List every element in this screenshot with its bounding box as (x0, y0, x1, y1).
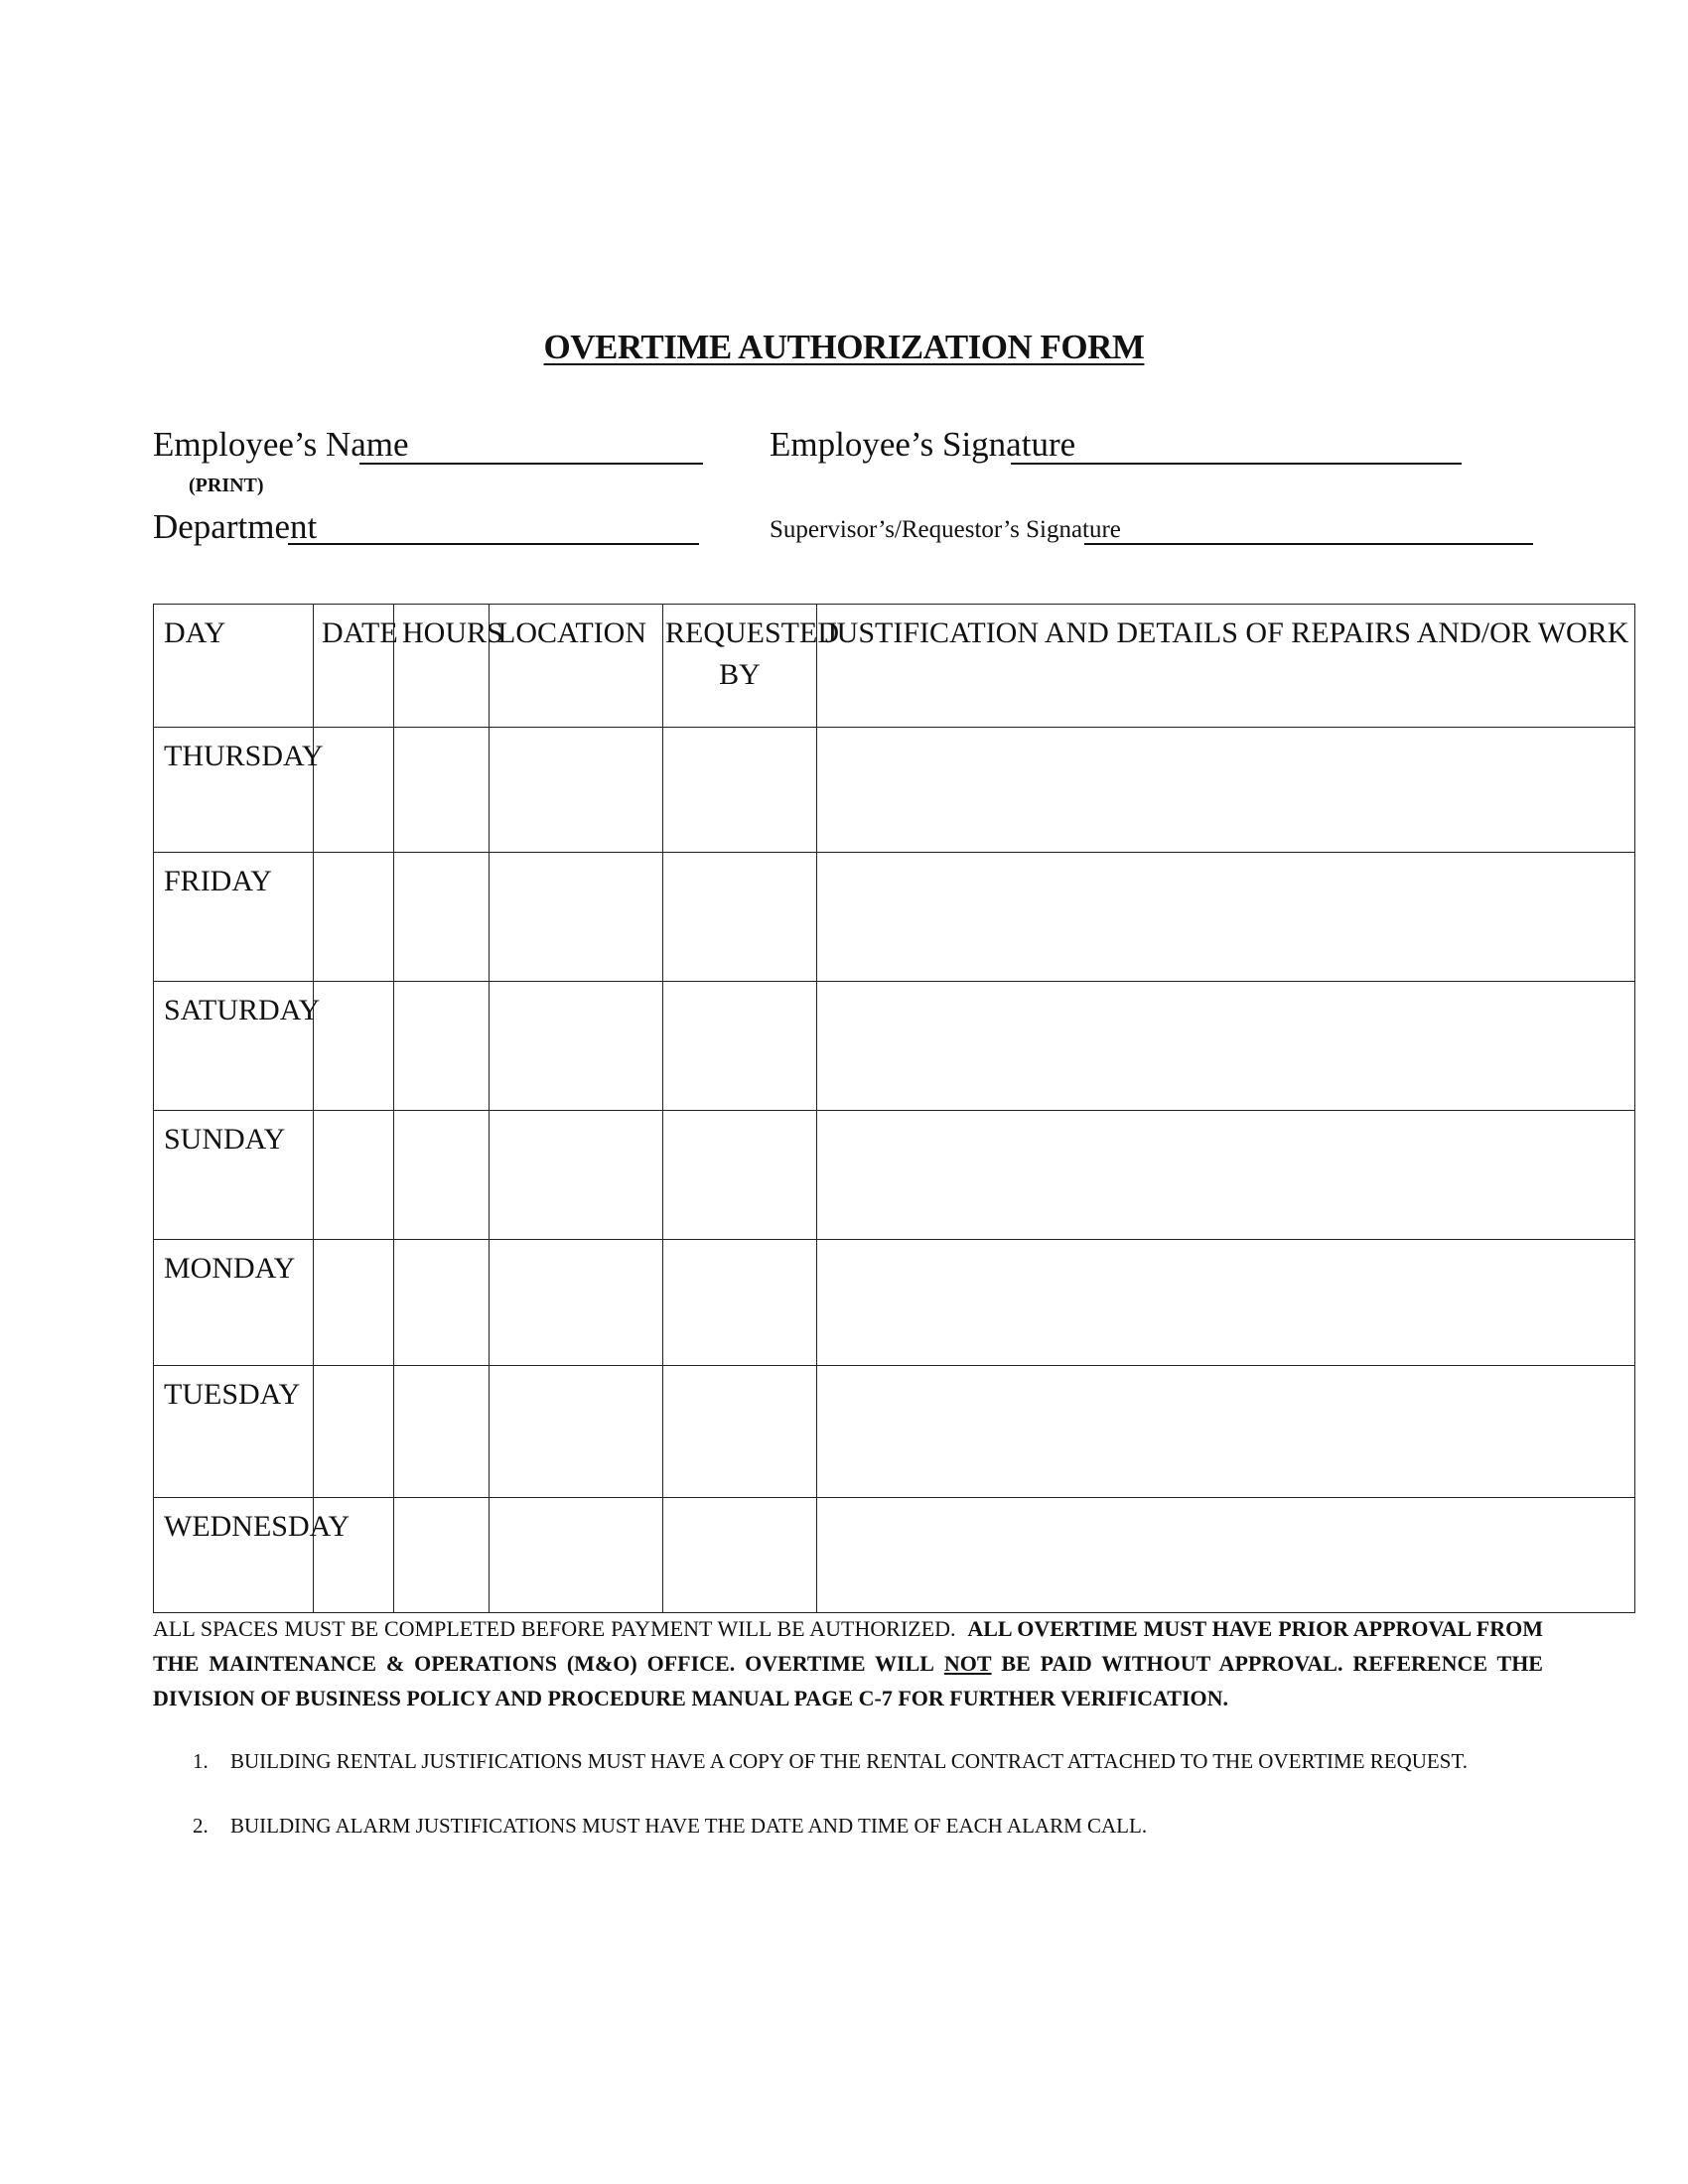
employee-name-field[interactable] (359, 463, 703, 465)
location-cell[interactable] (490, 1240, 663, 1366)
date-cell[interactable] (314, 1366, 394, 1498)
table-row (154, 853, 1635, 982)
date-cell[interactable] (314, 728, 394, 853)
hours-cell[interactable] (394, 1111, 490, 1240)
justification-cell[interactable] (817, 1498, 1635, 1613)
justification-cell[interactable] (817, 982, 1635, 1111)
date-cell[interactable] (314, 1240, 394, 1366)
hours-cell[interactable] (394, 853, 490, 982)
day-label: FRIDAY (164, 865, 272, 897)
hours-cell[interactable] (394, 728, 490, 853)
day-cell (154, 1111, 314, 1240)
overtime-table (153, 604, 1635, 1613)
supervisor-signature-label: Supervisor’s/Requestor’s Signature (770, 516, 1121, 543)
requested-by-cell[interactable] (663, 1240, 817, 1366)
day-label: SUNDAY (164, 1123, 286, 1156)
requested-by-cell[interactable] (663, 728, 817, 853)
justification-cell[interactable] (817, 728, 1635, 853)
department-field[interactable] (288, 543, 699, 545)
header-date: DATE (314, 605, 394, 728)
table-row (154, 1498, 1635, 1613)
location-cell[interactable] (490, 982, 663, 1111)
note-text-2: BUILDING ALARM JUSTIFICATIONS MUST HAVE THE DATE AND TIME OF EACH ALARM CALL. (230, 1814, 1148, 1838)
day-cell (154, 1366, 314, 1498)
location-cell[interactable] (490, 1366, 663, 1498)
table-row (154, 982, 1635, 1111)
day-label: TUESDAY (164, 1378, 301, 1411)
day-label: MONDAY (164, 1252, 296, 1285)
table-row (154, 1366, 1635, 1498)
requested-by-cell[interactable] (663, 1111, 817, 1240)
requested-by-cell[interactable] (663, 1366, 817, 1498)
table-row (154, 1240, 1635, 1366)
day-cell (154, 728, 324, 853)
requested-by-cell[interactable] (663, 1498, 817, 1613)
header-requested-by-line2: BY (719, 658, 761, 691)
day-label: SATURDAY (164, 994, 321, 1026)
day-label: THURSDAY (164, 740, 324, 772)
form-title: OVERTIME AUTHORIZATION FORM (543, 328, 1145, 366)
note-text-1: BUILDING RENTAL JUSTIFICATIONS MUST HAVE A COPY OF THE RENTAL CONTRACT ATTACHED TO THE OVERTIME REQUEST. (230, 1749, 1468, 1773)
table-header-row (154, 605, 1635, 728)
justification-cell[interactable] (817, 1240, 1635, 1366)
header-requested-by-line1: REQUESTED (665, 616, 839, 649)
location-cell[interactable] (490, 1111, 663, 1240)
date-cell[interactable] (314, 1111, 394, 1240)
notice-part4: BE PAID WITHOUT APPROVAL. REFERENCE THE DIVISION OF BUSINESS POLICY AND PROCEDURE MANUAL PAGE C-7 FOR FURTHER VERIFICATION. (153, 1651, 1543, 1710)
table-row (154, 1111, 1635, 1240)
note-number-1: 1. (193, 1749, 209, 1773)
employee-name-label: Employee’s Name (153, 425, 409, 464)
requested-by-cell[interactable] (663, 853, 817, 982)
justification-cell[interactable] (817, 1366, 1635, 1498)
header-hours: HOURS (394, 605, 490, 728)
employee-signature-label: Employee’s Signature (770, 425, 1076, 464)
employee-signature-field[interactable] (1011, 463, 1462, 465)
table-row (154, 728, 1635, 853)
notice-part2: ALL OVERTIME MUST HAVE PRIOR APPROVAL FROM THE MAINTENANCE & OPERATIONS (M&O) OFFICE. OVERTIME WILL (153, 1616, 1543, 1676)
header-justification: JUSTIFICATION AND DETAILS OF REPAIRS AND/OR WORK (817, 605, 1635, 728)
day-label: WEDNESDAY (164, 1510, 351, 1543)
print-label: (PRINT) (189, 475, 264, 496)
hours-cell[interactable] (394, 1498, 490, 1613)
hours-cell[interactable] (394, 982, 490, 1111)
header-requested-by (663, 605, 839, 728)
notice-paragraph (153, 1611, 1543, 1715)
day-cell (154, 1498, 351, 1613)
location-cell[interactable] (490, 728, 663, 853)
header-day: DAY (154, 605, 314, 728)
day-cell (154, 982, 321, 1111)
hours-cell[interactable] (394, 1366, 490, 1498)
note-item-2 (193, 1814, 1147, 1839)
notice-not: NOT (943, 1651, 992, 1676)
day-cell (154, 1240, 314, 1366)
day-cell (154, 853, 314, 982)
justification-cell[interactable] (817, 853, 1635, 982)
header-location: LOCATION (490, 605, 663, 728)
justification-cell[interactable] (817, 1111, 1635, 1240)
notice-part1: ALL SPACES MUST BE COMPLETED BEFORE PAYMENT WILL BE AUTHORIZED. (153, 1616, 956, 1641)
supervisor-signature-field[interactable] (1084, 543, 1533, 545)
hours-cell[interactable] (394, 1240, 490, 1366)
date-cell[interactable] (314, 853, 394, 982)
department-label: Department (153, 507, 318, 546)
note-item-1 (193, 1749, 1468, 1774)
date-cell[interactable] (314, 982, 394, 1111)
requested-by-cell[interactable] (663, 982, 817, 1111)
location-cell[interactable] (490, 1498, 663, 1613)
location-cell[interactable] (490, 853, 663, 982)
note-number-2: 2. (193, 1814, 209, 1838)
